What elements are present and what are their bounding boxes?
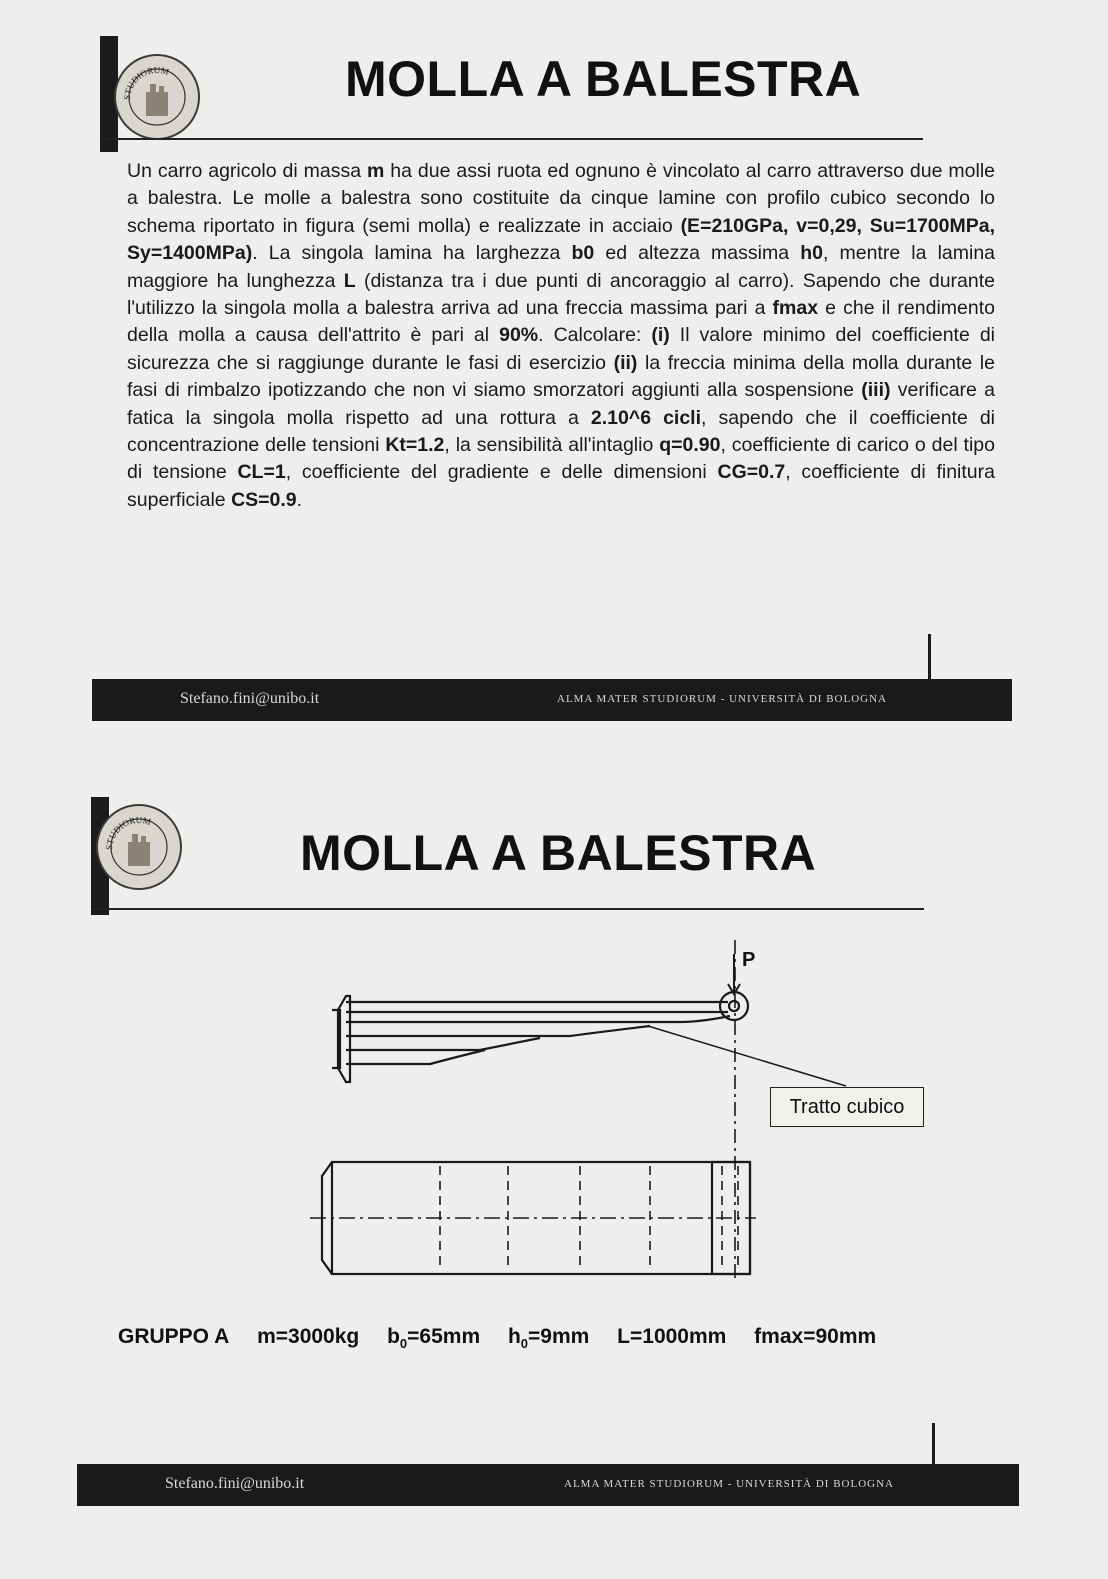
emphasis-run: h0 xyxy=(800,242,823,265)
text-run: , coefficiente di finitura superficiale xyxy=(127,461,995,511)
title-rule xyxy=(91,908,924,910)
footer-email: Stefano.fini@unibo.it xyxy=(165,1475,305,1492)
text-run: ed altezza massima xyxy=(594,242,801,265)
text-run: . La singola lamina ha larghezza xyxy=(252,242,572,265)
footer-university: ALMA MATER STUDIORUM - UNIVERSITÀ DI BOLOGNA xyxy=(564,1478,894,1490)
emphasis-run: CL=1 xyxy=(237,461,286,484)
text-run: verificare a fatica la singola molla rispetto ad una rottura a xyxy=(127,379,995,429)
footer xyxy=(77,1464,1019,1506)
text-run: e che il rendimento della molla a causa dell'attrito è pari al xyxy=(127,297,995,347)
emphasis-run: (E=210GPa, v=0,29, Su=1700MPa, Sy=1400MPa) xyxy=(127,214,995,265)
title-rule xyxy=(100,138,923,140)
footer-university: ALMA MATER STUDIORUM - UNIVERSITÀ DI BOLOGNA xyxy=(557,693,887,705)
text-run: , coefficiente di carico o del tipo di tensione xyxy=(127,434,995,484)
group-label: GRUPPO A xyxy=(118,1325,230,1348)
emphasis-run: L xyxy=(343,269,356,292)
university-seal-icon xyxy=(96,804,182,890)
emphasis-run: b0 xyxy=(571,242,595,265)
emphasis-run: 90% xyxy=(499,324,539,347)
h0-value: $h_0=9mm$ xyxy=(507,1325,590,1352)
text-run: la freccia minima della molla durante le fasi di rimbalzo ipotizzando che non vi siamo smorzatori aggiunti alla sospensione xyxy=(127,351,995,402)
fmax-value: fmax=90mm xyxy=(754,1325,877,1348)
b0-value: $b_0=65mm$ xyxy=(387,1325,481,1352)
svg-text:STUDIORUM: STUDIORUM xyxy=(121,64,171,101)
length-value: L=1000mm xyxy=(617,1325,727,1348)
slide-1 xyxy=(0,0,1108,740)
emphasis-run: Kt=1.2 xyxy=(385,434,445,457)
footer-email: Stefano.fini@unibo.it xyxy=(180,690,320,707)
page-title: MOLLA A BALESTRA xyxy=(345,51,862,107)
text-run: , mentre la lamina maggiore ha lunghezza xyxy=(127,242,996,292)
emphasis-run: q=0.90 xyxy=(659,434,721,457)
text-run: Il valore minimo del coefficiente di sicurezza che si raggiunge durante le fasi di esercizio xyxy=(127,324,995,374)
mass-value: m=3000kg xyxy=(257,1325,360,1348)
emphasis-run: 2.10^6 cicli xyxy=(590,406,702,429)
text-run: (distanza tra i due punti di ancoraggio al carro). Sapendo che durante l'utilizzo la singola molla a balestra arriva ad una freccia massima pari a xyxy=(127,269,995,320)
svg-text:STUDIORUM: STUDIORUM xyxy=(103,814,153,851)
parameter-row xyxy=(118,1325,898,1351)
callout-label: Tratto cubico xyxy=(770,1087,924,1127)
text-run: ha due assi ruota ed ognuno è vincolato al carro attraverso due molle a balestra. Le molle a balestra sono costituite da cinque lamine con profilo cubico secondo lo schema riportato in figura (semi molla) e realizzate in acciaio xyxy=(127,160,996,237)
slide-2 xyxy=(0,780,1108,1540)
page-title: MOLLA A BALESTRA xyxy=(300,825,817,881)
footer xyxy=(92,679,1012,721)
load-label: P xyxy=(742,949,756,971)
emphasis-run: (i) xyxy=(651,324,670,347)
emphasis-run: CG=0.7 xyxy=(717,461,786,484)
text-run: , la sensibilità all'intaglio xyxy=(444,434,660,457)
emphasis-run: (iii) xyxy=(861,379,891,402)
text-run: . xyxy=(296,488,303,511)
emphasis-run: (ii) xyxy=(613,351,638,374)
problem-statement xyxy=(127,158,995,514)
text-run: , sapendo che il coefficiente di concentrazione delle tensioni xyxy=(127,406,996,457)
emphasis-run: fmax xyxy=(772,297,819,320)
emphasis-run: CS=0.9 xyxy=(231,488,297,511)
university-seal-icon xyxy=(114,54,200,140)
emphasis-run: m xyxy=(367,160,385,182)
text-run: Un carro agricolo di massa xyxy=(127,160,367,182)
text-run: . Calcolare: xyxy=(538,324,652,347)
text-run: , coefficiente del gradiente e delle dimensioni xyxy=(285,461,718,484)
